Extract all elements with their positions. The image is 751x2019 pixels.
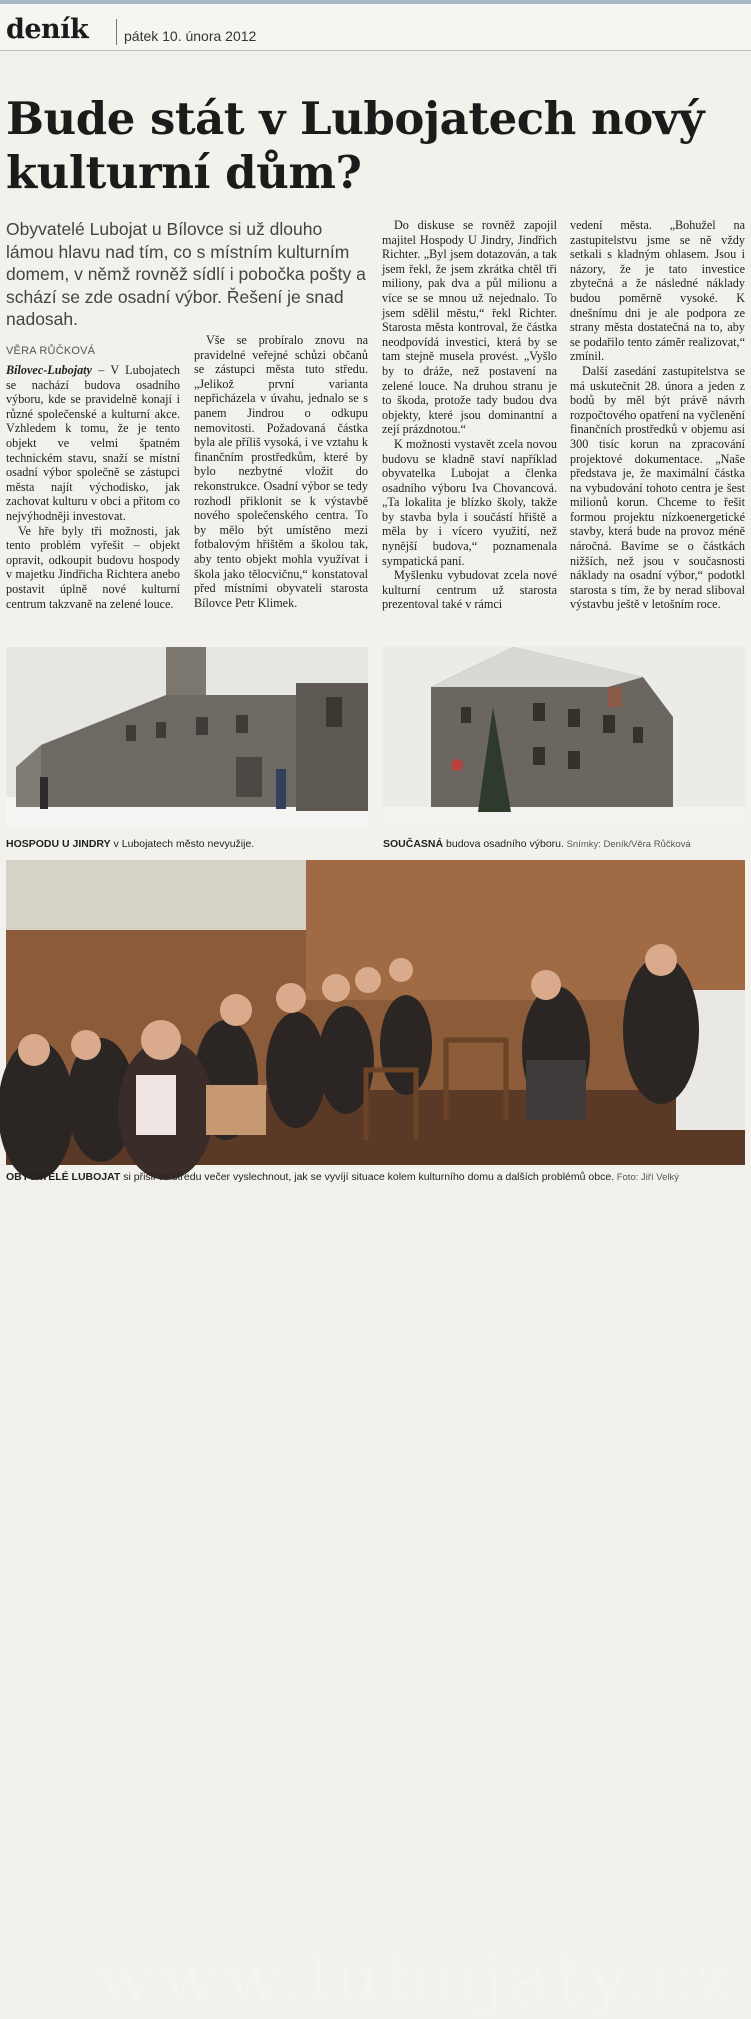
issue-date: pátek 10. února 2012 [124, 28, 257, 44]
column-3-paragraph-1: Do diskuse se rovněž zapojil majitel Hospody U Jindry, Jindřich Richter. „Byl jsem dotazován, a tak jsem řekl, že jsem zkrátka chtěl tři miliony, pak dva a půl milionu a více se se mnou už nejednalo. To jsem sdělil městu,“ řekl Richter. Starosta města kontroval, že částka neodpovídá investici, která by se tam stejně musela provést. „Vyšlo by to dráže, než postavení na zelené louce. Na druhou stranu je to škoda, protože tady budou dva objekty, které jsou dominantní a zejí prázdnotou.“ [382, 218, 557, 437]
column-1-paragraph-2: Ve hře byly tři možnosti, jak tento problém vyřešit – objekt opravit, odkoupit budovu hospody v majetku Jindřicha Richtera anebo postavit úplně nové kulturní centrum takzvaně na zelené louce. [6, 523, 180, 611]
column-3-paragraph-3: Myšlenku vybudovat zcela nové kulturní centrum už starosta prezentoval také v rámci [382, 568, 557, 612]
photo-1-caption-text: v Lubojatech město nevyužije. [110, 838, 255, 850]
column-3-paragraph-2: K možnosti vystavět zcela novou budovu se kladně staví například obyvatelka Lubojat a členka osadního výboru Iva Chovancová. „Ta lokalita je blízko školy, takže by stavba byla i součástí hřiště a měla by i vícero využití, než nynější budova,“ poznamenala sympatická paní. [382, 436, 557, 568]
article-column-1 [6, 363, 180, 611]
masthead-divider [116, 19, 117, 45]
photo-3-caption-text: si přišli ve středu večer vyslechnout, jak se vyvíjí situace kolem kulturního domu a dalších problémů obce. [120, 1171, 615, 1183]
dateline-place: Bílovec-Lubojaty [6, 363, 92, 377]
article-headline: Bude stát v Lubojatech nový kulturní dům? [6, 92, 705, 199]
column-4-paragraph-2: Další zasedání zastupitelstva se má uskutečnit 28. února a jeden z bodů by měl být právě návrh rozpočtového opatření na vyčlenění finančních prostředků v objemu asi 300 tisíc korun na zpracování projektové dokumentace. „Naše představa je, že maximální částka na vybudování tohoto centra je šest milionů korun. Chceme to řešit formou projektu nízkoenergetické stavby, která bude na provoz méně náročná. Bavíme se o částkách nižších, než jsou v současnosti náklady na osadní výbor,“ podotkl starosta s tím, že by nerad sliboval výstavbu ještě v letošním roce. [570, 363, 745, 612]
website-watermark: www.lubojaty.cz [96, 1940, 739, 2019]
article-column-2 [194, 333, 368, 610]
column-4-paragraph-1: vedení města. „Bohužel na zastupitelstvu jsme se ně vždy setkali s kladným ohlasem. Jsou i názory, že je tato investice zbytečná a že následné náklady budou poměrně vysoké. K dnešnímu dni je ale podpora ze strany města dostatečná na to, aby se podařilo tento záměr realizovat,“ zmínil. [570, 218, 745, 364]
article-byline: VĚRA RŮČKOVÁ [6, 345, 96, 357]
article-column-4 [570, 218, 745, 612]
photo-2-caption-text: budova osadního výboru. [443, 838, 564, 850]
photo-3-credit: Foto: Jiří Velký [614, 1172, 680, 1183]
article-lead: Obyvatelé Lubojat u Bílovce si už dlouho lámou hlavu nad tím, co s místním kulturním domem, v němž rovněž sídlí i pobočka pošty a schází se zde osadní výbor. Řešení je snad nadosah. [6, 219, 366, 329]
photo-2-caption [383, 838, 745, 851]
photo-1-caption-bold: HOSPODU U JINDRY [6, 838, 111, 850]
article-column-3 [382, 218, 557, 612]
masthead-rule [0, 50, 751, 51]
photo-osadni-vybor-building [383, 647, 745, 827]
newspaper-logo: deník [6, 14, 89, 45]
column-2-paragraph-1: Vše se probíralo znovu na pravidelné veřejné schůzi občanů se zástupci města tuto středu. „Jelikož první varianta nepřicházela v úvahu, jednalo se s panem Jindrou o odkupu nemovitosti. Požadovaná částka byla ale příliš vysoká, i ve vztahu k finančním prostředkům, které by bylo nezbytné vložit do rekonstrukce. Osadní výbor se tedy rozhodl přiklonit se k výstavbě nového společenského centra. To by mělo být umístěno mezi fotbalovým hřištěm a školou tak, aby tento objekt mohla využívat i škola jako tělocvičnu,“ konstatoval před místními obyvateli starosta Bílovce Petr Klimek. [194, 333, 368, 610]
column-1-text-1: – V Lubojatech se nachází budova osadního výboru, kde se pravidelně konají i různé společenské a kulturní akce. Vzhledem k tomu, že je tento objekt ve velmi špatném technickém stavu, snaží se místní osadní výbor společně se zástupci města najít východisko, jak zachovat kulturu v obci a přitom co nejvýhodněji investovat. [6, 363, 180, 523]
column-1-paragraph-1 [6, 363, 180, 524]
photo-3-caption-bold: OBYVATELÉ LUBOJAT [6, 1171, 121, 1183]
photo-hospoda-u-jindry [6, 647, 368, 827]
photo-2-credit: Snímky: Deník/Věra Růčková [563, 839, 691, 850]
masthead [0, 0, 751, 50]
photo-1-caption [6, 838, 368, 851]
photo-3-caption [6, 1171, 745, 1184]
photo-2-caption-bold: SOUČASNÁ [383, 838, 444, 850]
